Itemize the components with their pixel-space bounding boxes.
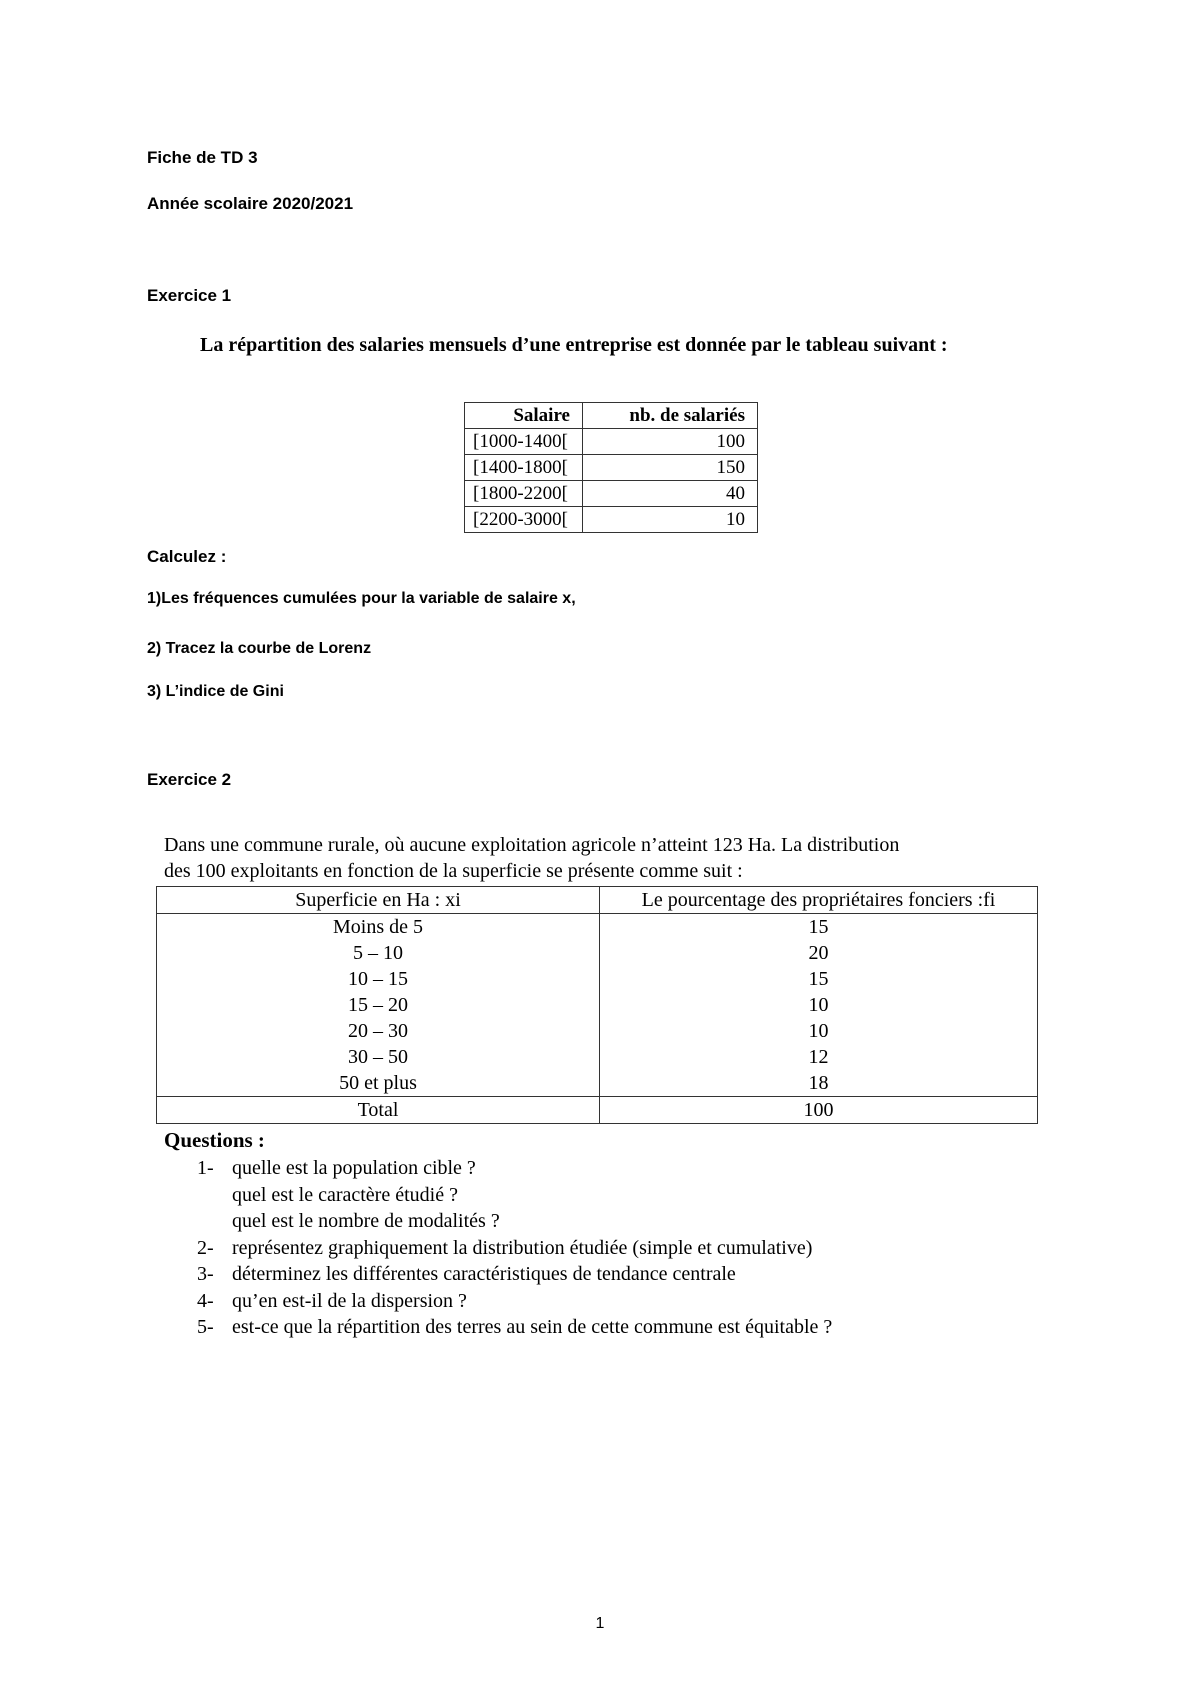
- question-item: [197, 1235, 832, 1262]
- table-row: [157, 1044, 1038, 1070]
- question-text: est-ce que la répartition des terres au sein de cette commune est équitable ?: [232, 1316, 833, 1338]
- salary-class: [2200-3000[: [465, 507, 583, 533]
- exercise1-intro: La répartition des salaries mensuels d’une entreprise est donnée par le tableau suivant :: [200, 334, 948, 356]
- table-row: [465, 507, 758, 533]
- land-percentage: 12: [600, 1044, 1038, 1070]
- land-header-percentage: Le pourcentage des propriétaires fonciers :fi: [600, 887, 1038, 914]
- table-total-row: [157, 1097, 1038, 1124]
- salary-class: [1800-2200[: [465, 481, 583, 507]
- question-number: 5-: [197, 1316, 214, 1338]
- land-distribution-table: [156, 886, 1038, 1124]
- land-percentage: 15: [600, 966, 1038, 992]
- salary-count: 100: [582, 429, 757, 455]
- exercise2-title: Exercice 2: [147, 770, 232, 789]
- question-number: 2-: [197, 1236, 214, 1259]
- school-year: Année scolaire 2020/2021: [147, 194, 354, 213]
- land-class: 20 – 30: [157, 1018, 600, 1044]
- land-class: 10 – 15: [157, 966, 600, 992]
- salary-count: 10: [582, 507, 757, 533]
- question-item: [197, 1314, 832, 1341]
- question-number: 1-: [197, 1157, 214, 1179]
- table-row: [157, 914, 1038, 941]
- question-item: [197, 1182, 832, 1209]
- calculate-label: Calculez :: [147, 547, 227, 566]
- question-text: quelle est la population cible ?: [232, 1157, 476, 1179]
- land-class: 5 – 10: [157, 940, 600, 966]
- question-text: quel est le caractère étudié ?: [232, 1183, 458, 1206]
- question-item: [197, 1155, 832, 1182]
- land-percentage: 20: [600, 940, 1038, 966]
- question-number: 3-: [197, 1263, 214, 1285]
- land-percentage: 15: [600, 914, 1038, 941]
- salary-header-salaire: Salaire: [465, 403, 583, 429]
- land-percentage: 10: [600, 992, 1038, 1018]
- exercise2-intro-line2: des 100 exploitants en fonction de la superficie se présente comme suit :: [164, 860, 743, 882]
- exercise2-intro: [164, 832, 1044, 884]
- table-row: [157, 1070, 1038, 1097]
- exercise1-question-1: 1)Les fréquences cumulées pour la variable de salaire x,: [147, 590, 576, 607]
- table-row: [157, 1018, 1038, 1044]
- question-text: représentez graphiquement la distribution étudiée (simple et cumulative): [232, 1236, 813, 1259]
- table-row: [157, 966, 1038, 992]
- land-header-superficie: Superficie en Ha : xi: [157, 887, 600, 914]
- table-row: [157, 940, 1038, 966]
- table-row: [465, 481, 758, 507]
- total-value: 100: [600, 1097, 1038, 1124]
- table-row: [157, 992, 1038, 1018]
- salary-header-count: nb. de salariés: [582, 403, 757, 429]
- question-number: 4-: [197, 1289, 214, 1312]
- land-percentage: 10: [600, 1018, 1038, 1044]
- document-title: Fiche de TD 3: [147, 148, 258, 167]
- salary-table-header: [465, 403, 758, 429]
- land-class: 50 et plus: [157, 1070, 600, 1097]
- question-item: [197, 1208, 832, 1235]
- exercise1-title: Exercice 1: [147, 286, 232, 305]
- question-text: qu’en est-il de la dispersion ?: [232, 1289, 467, 1312]
- question-item: [197, 1288, 832, 1315]
- land-percentage: 18: [600, 1070, 1038, 1097]
- total-label: Total: [157, 1097, 600, 1124]
- salary-table: [464, 402, 758, 533]
- land-class: 15 – 20: [157, 992, 600, 1018]
- salary-class: [1000-1400[: [465, 429, 583, 455]
- exercise1-question-2: 2) Tracez la courbe de Lorenz: [147, 640, 372, 657]
- exercise2-questions: [197, 1155, 832, 1341]
- table-row: [465, 455, 758, 481]
- salary-class: [1400-1800[: [465, 455, 583, 481]
- exercise1-question-3: 3) L’indice de Gini: [147, 683, 284, 700]
- question-text: déterminez les différentes caractéristiques de tendance centrale: [232, 1263, 736, 1285]
- question-text: quel est le nombre de modalités ?: [232, 1210, 500, 1232]
- land-class: 30 – 50: [157, 1044, 600, 1070]
- land-class: Moins de 5: [157, 914, 600, 941]
- question-item: [197, 1261, 832, 1288]
- exercise2-intro-line1: Dans une commune rurale, où aucune exploitation agricole n’atteint 123 Ha. La distribution: [164, 834, 900, 856]
- questions-title: Questions :: [164, 1128, 265, 1152]
- salary-count: 150: [582, 455, 757, 481]
- salary-count: 40: [582, 481, 757, 507]
- page-number: 1: [595, 1615, 605, 1632]
- table-row: [465, 429, 758, 455]
- land-table-header: [157, 887, 1038, 914]
